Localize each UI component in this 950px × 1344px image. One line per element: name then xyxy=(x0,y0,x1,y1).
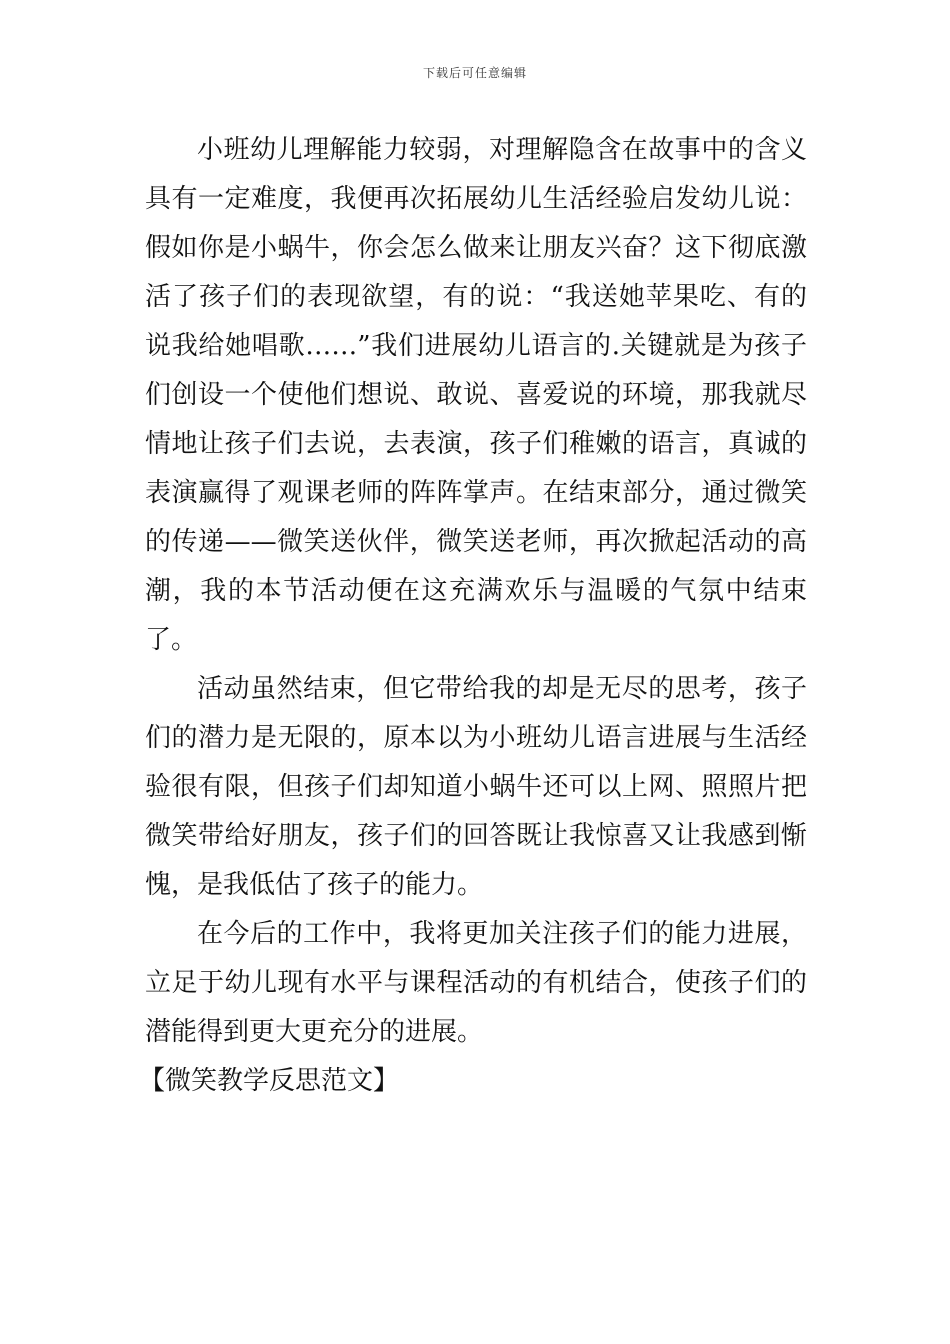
header-note: 下载后可任意编辑 xyxy=(422,66,527,80)
document-body xyxy=(139,126,807,1106)
paragraph-3: 在今后的工作中，我将更加关注孩子们的能力进展，立足于幼儿现有水平与课程活动的有机结合，使孩子们的潜能得到更大更充分的进展。 xyxy=(145,919,807,1047)
section-heading: 【微笑教学反思范文】 xyxy=(139,1066,400,1096)
paragraph-1: 小班幼儿理解能力较弱，对理解隐含在故事中的含义具有一定难度，我便再次拓展幼儿生活经验启发幼儿说：假如你是小蜗牛，你会怎么做来让朋友兴奋？这下彻底激活了孩子们的表现欲望，有的说：“我送她苹果吃、有的说我给她唱歌……”我们进展幼儿语言的.关键就是为孩子们创设一个使他们想说、敢说、喜爱说的环境，那我就尽情地让孩子们去说，去表演，孩子们稚嫩的语言，真诚的表演赢得了观课老师的阵阵掌声。在结束部分，通过微笑的传递——微笑送伙伴，微笑送老师，再次掀起活动的高潮，我的本节活动便在这充满欢乐与温暖的气氛中结束了。 xyxy=(145,135,807,655)
paragraph-2: 活动虽然结束，但它带给我的却是无尽的思考，孩子们的潜力是无限的，原本以为小班幼儿语言进展与生活经验很有限，但孩子们却知道小蜗牛还可以上网、照照片把微笑带给好朋友，孩子们的回答既让我惊喜又让我感到惭愧，是我低估了孩子的能力。 xyxy=(145,674,807,900)
